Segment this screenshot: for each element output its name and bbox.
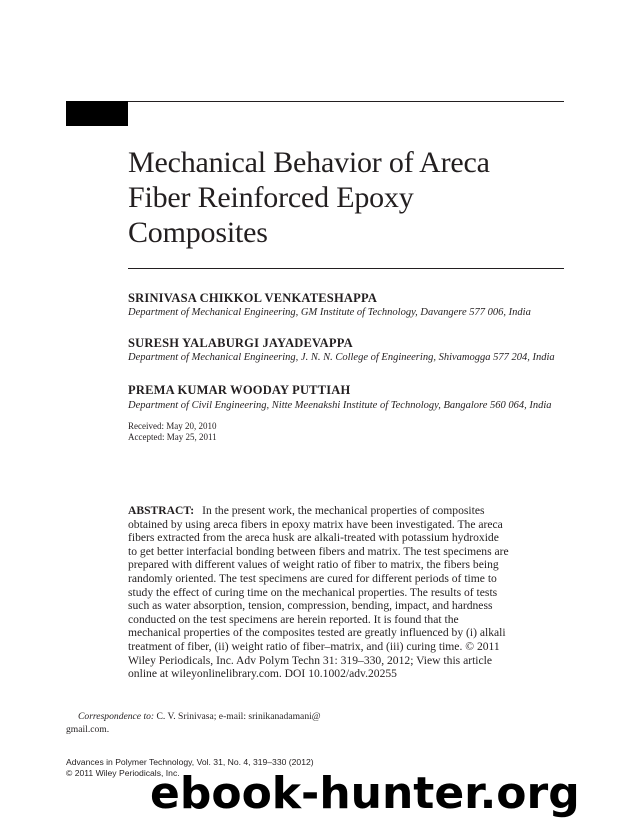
correspondence-note (66, 710, 326, 736)
abstract-line: mechanical properties of the composites tested are greatly influenced by (i) alkali (128, 626, 506, 640)
correspondence-text: gmail.com. (66, 724, 110, 735)
abstract-line: to get better interfacial bonding between fibers and matrix. The test specimens are (128, 544, 509, 558)
abstract-line: fibers extracted from the areca husk are alkali-treated with potassium hydroxide (128, 531, 499, 545)
header-rule (66, 101, 564, 102)
abstract-line: conducted on the test specimens are herein reported. It is found that the (128, 612, 459, 626)
abstract-line: online at wileyonlinelibrary.com. DOI 10.1002/adv.20255 (128, 667, 397, 681)
title-rule (128, 268, 564, 269)
correspondence-label: Correspondence to: (78, 711, 155, 722)
correspondence-text: C. V. Srinivasa; e-mail: srinikanadamani@ (156, 711, 321, 722)
paper-title (128, 145, 568, 250)
header-block (66, 101, 128, 126)
abstract-line: Wiley Periodicals, Inc. Adv Polym Techn 31: 319–330, 2012; View this article (128, 653, 493, 667)
abstract-line: randomly oriented. The test specimens are cured for different periods of time to (128, 571, 497, 585)
author-affiliation: Department of Mechanical Engineering, GM Institute of Technology, Davangere 577 006, India (128, 307, 531, 318)
watermark: ebook-hunter.org (150, 768, 580, 819)
author-affiliation: Department of Civil Engineering, Nitte Meenakshi Institute of Technology, Bangalore 560 064, India (128, 400, 552, 411)
accepted-date: Accepted: May 25, 2011 (128, 432, 217, 442)
abstract (128, 504, 568, 681)
journal-citation: Advances in Polymer Technology, Vol. 31, No. 4, 319–330 (2012) (66, 757, 314, 767)
title-line: Fiber Reinforced Epoxy (128, 181, 414, 214)
article-dates (128, 421, 217, 443)
received-date: Received: May 20, 2010 (128, 421, 217, 431)
abstract-line: obtained by using areca fibers in epoxy matrix have been investigated. The areca (128, 517, 503, 531)
author-name: PREMA KUMAR WOODAY PUTTIAH (128, 383, 351, 397)
title-line: Mechanical Behavior of Areca (128, 146, 490, 179)
author-name: SRINIVASA CHIKKOL VENKATESHAPPA (128, 291, 378, 305)
journal-copyright: © 2011 Wiley Periodicals, Inc. (66, 768, 180, 778)
header-bar (66, 101, 564, 126)
abstract-line: ABSTRACT: In the present work, the mechanical properties of composites (128, 504, 485, 517)
abstract-label: ABSTRACT: (128, 504, 195, 517)
abstract-line: treatment of fiber, (ii) weight ratio of fiber–matrix, and (iii) curing time. © 2011 (128, 639, 500, 653)
abstract-line: study the effect of curing time on the mechanical properties. The results of tests (128, 585, 498, 599)
abstract-line: such as water absorption, tension, compression, bending, impact, and hardness (128, 599, 493, 613)
abstract-line: prepared with different values of weight ratio of fiber to matrix, the fibers being (128, 558, 499, 572)
author-affiliation: Department of Mechanical Engineering, J. N. N. College of Engineering, Shivamogga 577 204, India (128, 352, 555, 363)
title-line: Composites (128, 216, 268, 249)
author-name: SURESH YALABURGI JAYADEVAPPA (128, 336, 353, 350)
